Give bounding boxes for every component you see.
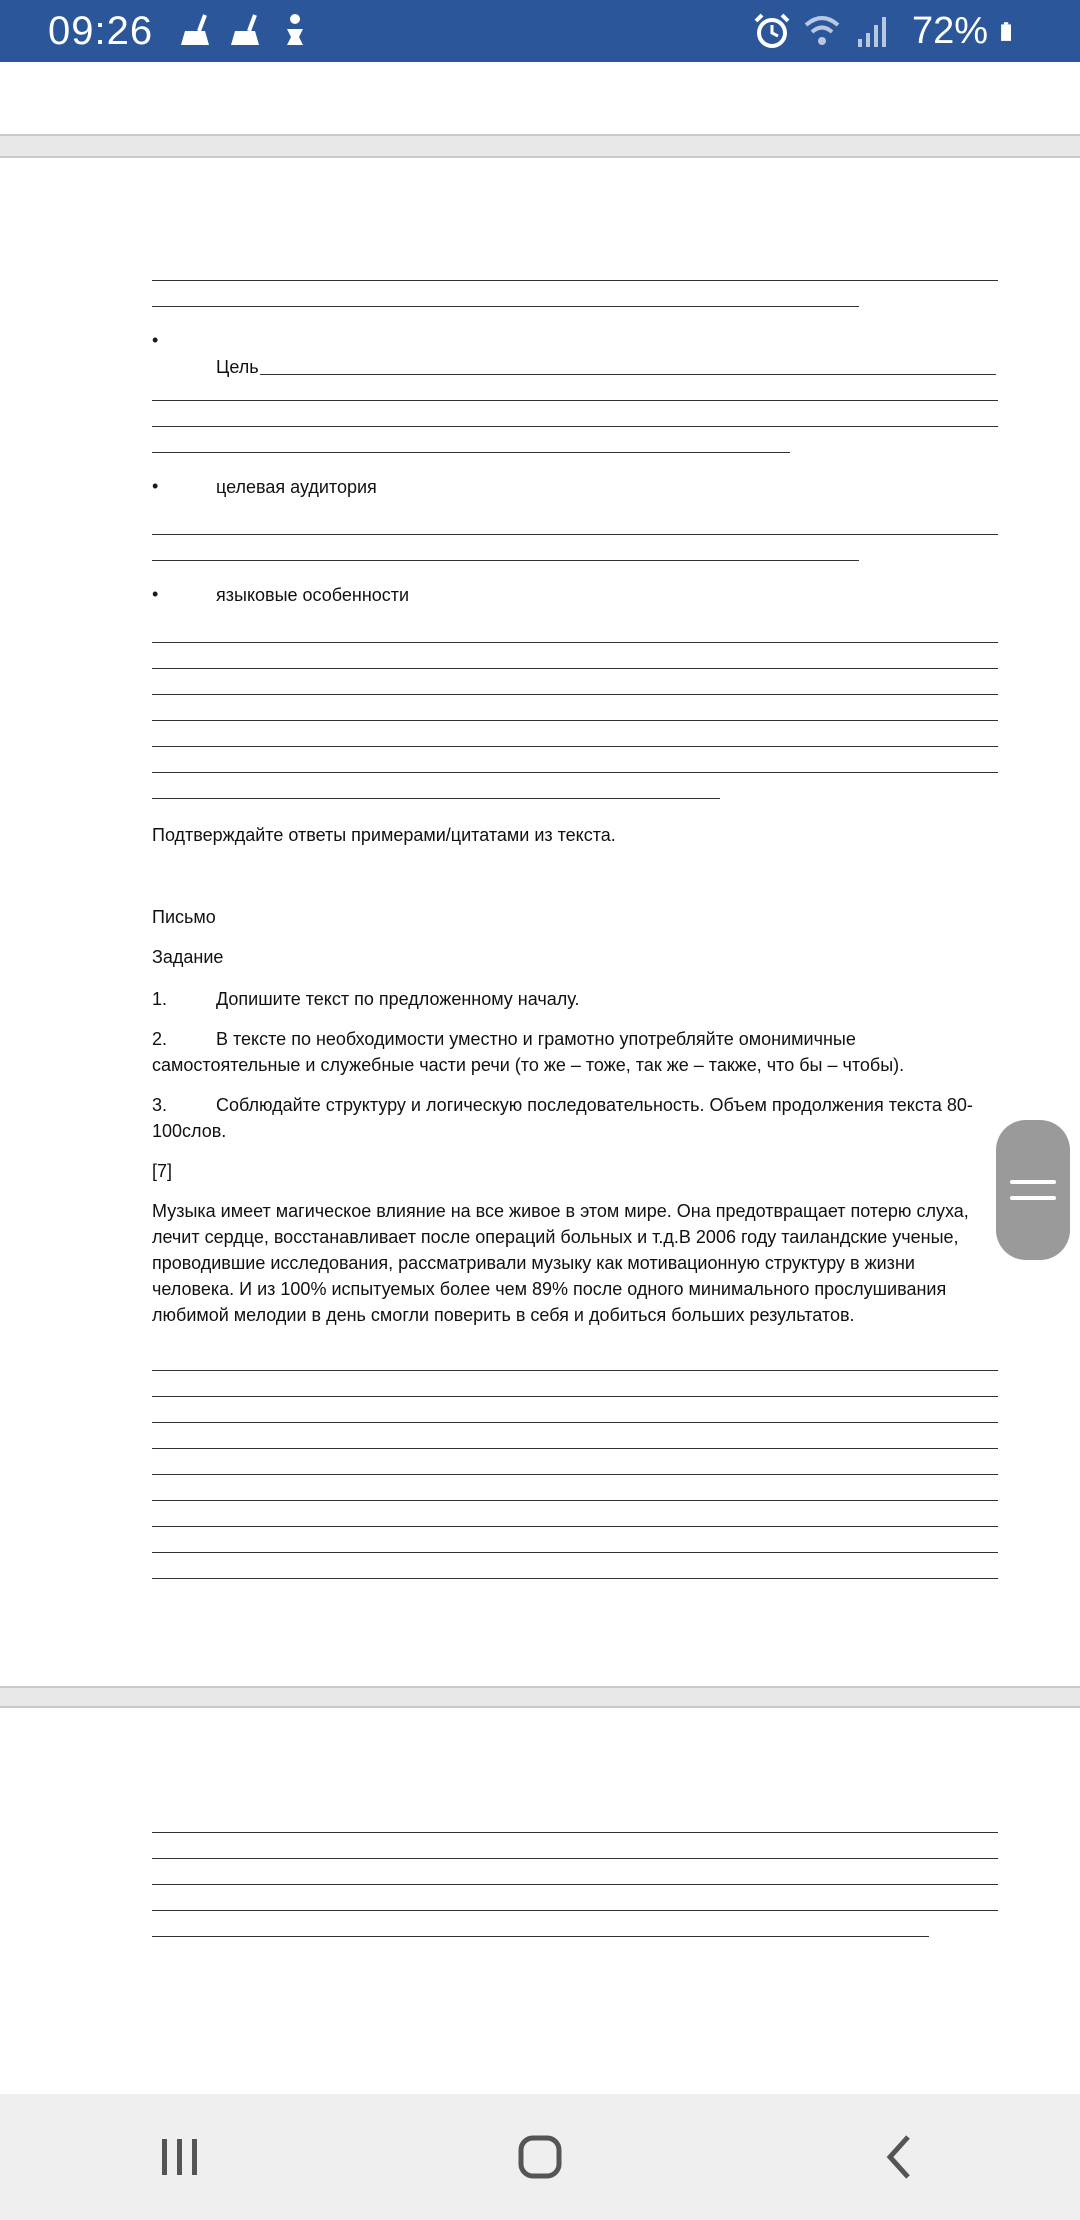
answer-line — [152, 400, 998, 401]
status-bar — [0, 0, 1080, 62]
answer-line — [152, 306, 859, 307]
task-text-cont: самостоятельные и служебные части речи (то же – тоже, так же – также, что бы – чтобы). — [152, 1055, 905, 1075]
answer-line — [152, 534, 998, 535]
document-page — [0, 1706, 1080, 2096]
bullet-label-audience: целевая аудитория — [216, 477, 377, 497]
answer-line — [152, 1396, 998, 1397]
wifi-icon — [802, 11, 842, 51]
answer-line — [152, 1500, 998, 1501]
points-label: [7] — [152, 1161, 173, 1181]
section-title: Письмо — [152, 907, 216, 927]
recent-apps-icon — [158, 2135, 202, 2179]
signal-icon — [852, 11, 892, 51]
document-toolbar — [0, 62, 1080, 136]
answer-line — [152, 772, 998, 773]
answer-line — [152, 668, 998, 669]
battery-percent: 72% — [911, 9, 988, 52]
task-title: Задание — [152, 947, 224, 967]
back-icon — [880, 2133, 920, 2181]
cleaner-icon — [225, 11, 265, 51]
task-number: 1. — [152, 989, 168, 1009]
answer-line — [152, 1910, 998, 1911]
bullet: • — [152, 330, 159, 350]
bullet: • — [152, 584, 159, 604]
passage-line: лечит сердце, восстанавливает после операций больных и т.д.В 2006 году таиландские ученые, — [152, 1227, 959, 1247]
answer-line — [152, 642, 998, 643]
bullet-label-goal: Цель — [216, 357, 259, 377]
bullet: • — [152, 476, 159, 496]
cleaner-icon — [175, 11, 215, 51]
alarm-icon — [752, 11, 792, 51]
answer-line — [260, 374, 996, 375]
accessibility-icon — [275, 11, 315, 51]
answer-line — [152, 1858, 998, 1859]
answer-line — [152, 746, 998, 747]
task-number: 3. — [152, 1095, 168, 1115]
task-text: Допишите текст по предложенному началу. — [216, 989, 580, 1009]
answer-line — [152, 1552, 998, 1553]
answer-line — [152, 1422, 998, 1423]
passage-line: человека. И из 100% испытуемых более чем 89% после одного минимального прослушивания — [152, 1279, 947, 1299]
status-time: 09:26 — [48, 8, 154, 53]
answer-line — [152, 280, 998, 281]
answer-line — [152, 426, 998, 427]
answer-line — [152, 560, 859, 561]
passage-line: проводившие исследования, рассматривали музыку как мотивационную структуру в жизни — [152, 1253, 915, 1273]
home-button[interactable] — [480, 2117, 600, 2197]
answer-line — [152, 1448, 998, 1449]
answer-line — [152, 1526, 998, 1527]
home-icon — [516, 2133, 564, 2181]
answer-line — [152, 1578, 998, 1579]
scroll-handle[interactable] — [996, 1120, 1070, 1260]
answer-line — [152, 694, 998, 695]
navigation-bar — [0, 2094, 1080, 2220]
task-text: В тексте по необходимости уместно и грамотно употребляйте омонимичные — [216, 1029, 856, 1049]
passage-line: любимой мелодии в день смогли поверить в себя и добиться больших результатов. — [152, 1305, 855, 1325]
answer-line — [152, 798, 720, 799]
answer-line — [152, 720, 998, 721]
answer-line — [152, 452, 790, 453]
answer-line — [152, 1884, 998, 1885]
answer-line — [152, 1370, 998, 1371]
document-page — [0, 156, 1080, 1688]
task-text: Соблюдайте структуру и логическую последовательность. Объем продолжения текста 80- — [216, 1095, 973, 1115]
back-button[interactable] — [840, 2117, 960, 2197]
bullet-label-language: языковые особенности — [216, 585, 410, 605]
support-note: Подтверждайте ответы примерами/цитатами из текста. — [152, 825, 616, 845]
task-text-cont: 100слов. — [152, 1121, 227, 1141]
answer-line — [152, 1474, 998, 1475]
task-number: 2. — [152, 1029, 168, 1049]
battery-icon — [1000, 11, 1022, 51]
recent-apps-button[interactable] — [120, 2117, 240, 2197]
answer-line — [152, 1832, 998, 1833]
passage-line: Музыка имеет магическое влияние на все живое в этом мире. Она предотвращает потерю слуха, — [152, 1201, 969, 1221]
answer-line — [152, 1936, 929, 1937]
